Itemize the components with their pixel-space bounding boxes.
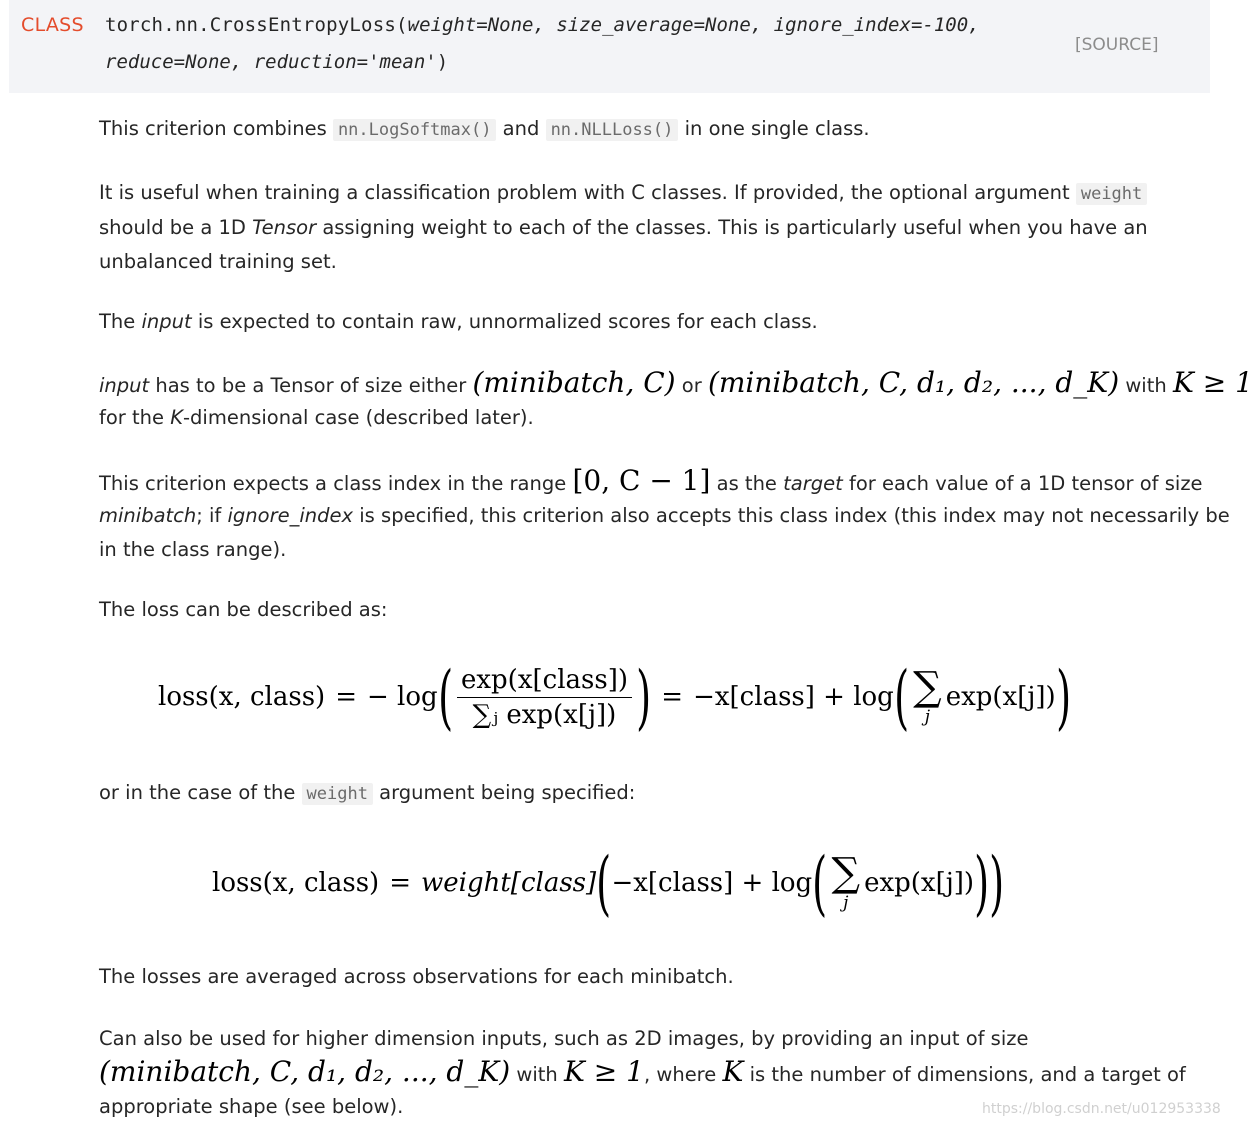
eq1-rparen-2: ) <box>1055 656 1071 738</box>
code-logsoftmax[interactable]: nn.LogSoftmax() <box>333 119 497 141</box>
source-link[interactable]: [SOURCE] <box>1075 35 1159 55</box>
paragraph-5-line-2 <box>99 499 1230 534</box>
equation-2 <box>212 836 1005 930</box>
eq1-lhs: loss(x, class) <box>158 682 326 712</box>
paragraph-2-line-2 <box>99 211 1148 246</box>
eq1-numerator: exp(x[class]) <box>457 665 632 698</box>
paragraph-2-line-1 <box>99 176 1147 212</box>
eq1-fraction <box>457 665 632 730</box>
paragraph-4-line-2 <box>99 401 534 436</box>
p9-with: with <box>516 1063 558 1086</box>
p3-a: The <box>99 310 136 333</box>
p9-l1: Can also be used for higher dimension inputs, such as 2D images, by providing an input of size <box>99 1027 1029 1050</box>
p1-text-b: and <box>502 117 540 140</box>
p2-line-1: It is useful when training a classification problem with C classes. If provided, the optional argument <box>99 181 1070 204</box>
eq1-rhs1: −x[class] + log <box>693 682 894 712</box>
eq2-rparen: ) <box>989 842 1005 924</box>
eq1-sigma: ∑ <box>913 664 942 710</box>
params-line-1: weight=None, size_average=None, ignore_index=-100, <box>407 14 980 36</box>
p5-c: for each value of a 1D tensor of size <box>848 472 1203 495</box>
p2-l2b: assigning weight to each of the classes. This is particularly useful when you have an <box>322 216 1148 239</box>
watermark: https://blog.csdn.net/u012953338 <box>982 1101 1221 1117</box>
p5-l3: in the class range). <box>99 538 287 561</box>
math-k-ge-1: K ≥ 1 <box>1172 366 1253 399</box>
signature-block <box>9 0 1210 93</box>
p4-l2a: for the <box>99 406 165 429</box>
eq1-denominator: ∑ⱼ exp(x[j]) <box>472 699 617 730</box>
p8-text: The losses are averaged across observations for each minibatch. <box>99 965 734 988</box>
eq1-rhs2: exp(x[j]) <box>945 682 1056 712</box>
eq1-lparen-2: ( <box>893 656 909 738</box>
math-range: [0, C − 1] <box>572 464 711 497</box>
eq1-equals: = <box>335 682 357 712</box>
class-name: torch.nn.CrossEntropyLoss <box>105 14 396 36</box>
eq1-sum-sub: j <box>924 707 931 727</box>
p5-minibatch-em: minibatch <box>99 504 197 527</box>
eq2-weight: weight[class] <box>421 868 597 898</box>
eq2-lparen-2: ( <box>812 842 828 924</box>
eq2-lparen: ( <box>596 842 612 924</box>
paragraph-3 <box>99 305 818 340</box>
p2-tensor-em: Tensor <box>252 216 317 239</box>
paragraph-1 <box>99 112 870 148</box>
p7-a: or in the case of the <box>99 781 296 804</box>
p7-b: argument being specified: <box>379 781 636 804</box>
paragraph-4-line-1 <box>99 366 1253 404</box>
class-keyword: CLASS <box>21 14 84 36</box>
eq2-rparen-2: ) <box>974 842 990 924</box>
eq2-equals: = <box>389 868 411 898</box>
paragraph-9-line-2 <box>99 1055 1186 1093</box>
code-weight-2[interactable]: weight <box>302 783 373 805</box>
signature-line-1: torch.nn.CrossEntropyLoss(weight=None, size_average=None, ignore_index=-100, <box>105 14 980 36</box>
code-weight[interactable]: weight <box>1076 183 1147 205</box>
paragraph-7 <box>99 776 635 812</box>
signature-line-2: reduce=None, reduction='mean') <box>105 51 449 73</box>
p2-l2a: should be a 1D <box>99 216 246 239</box>
p3-b: is expected to contain raw, unnormalized scores for each class. <box>197 310 818 333</box>
eq1-sum <box>913 664 942 727</box>
eq2-sum-sub: j <box>843 893 849 913</box>
p4-l2b: -dimensional case (described later). <box>183 406 534 429</box>
p4-a: has to be a Tensor of size either <box>155 374 467 397</box>
math-size-1: (minibatch, C) <box>472 366 676 399</box>
params-line-2: reduce=None, reduction='mean' <box>105 51 437 73</box>
p5-l2a: ; if <box>196 504 222 527</box>
equation-1 <box>158 650 1071 744</box>
p5-l2b: is specified, this criterion also accepts this class index (this index may not necessarily be <box>359 504 1230 527</box>
p4-with: with <box>1125 374 1167 397</box>
eq2-inner: −x[class] + log <box>611 868 813 898</box>
eq1-rparen: ) <box>636 656 652 738</box>
eq2-lhs: loss(x, class) <box>212 868 380 898</box>
p3-input-em: input <box>141 310 192 333</box>
p4-k-em: K <box>170 406 184 429</box>
paragraph-5-line-1 <box>99 464 1203 502</box>
paragraph-2-line-3 <box>99 245 337 280</box>
p2-l3: unbalanced training set. <box>99 250 337 273</box>
paragraph-8 <box>99 960 734 995</box>
p1-text-a: This criterion combines <box>99 117 327 140</box>
eq2-sigma: ∑ <box>831 850 861 896</box>
p4-input-em: input <box>99 374 150 397</box>
p4-or: or <box>681 374 702 397</box>
eq2-sum <box>831 850 861 913</box>
eq2-rhs: exp(x[j]) <box>864 868 975 898</box>
eq1-lparen: ( <box>437 656 453 738</box>
p5-b: as the <box>716 472 777 495</box>
paragraph-5-line-3 <box>99 533 286 568</box>
eq1-equals-2: = <box>661 682 684 712</box>
math-k-ge-1-2: K ≥ 1 <box>563 1055 644 1088</box>
p9-a: , where <box>643 1063 717 1086</box>
p5-a: This criterion expects a class index in the range <box>99 472 567 495</box>
code-nllloss[interactable]: nn.NLLLoss() <box>546 119 679 141</box>
p6-text: The loss can be described as: <box>99 598 388 621</box>
math-k: K <box>722 1055 744 1088</box>
paragraph-9-line-1 <box>99 1022 1029 1057</box>
p9-l3: appropriate shape (see below). <box>99 1095 404 1118</box>
math-size-3: (minibatch, C, d₁, d₂, ..., d_K) <box>99 1055 511 1088</box>
paragraph-9-line-3 <box>99 1090 403 1125</box>
math-size-2: (minibatch, C, d₁, d₂, ..., d_K) <box>707 366 1120 399</box>
p1-text-c: in one single class. <box>684 117 870 140</box>
eq1-neglog: − log <box>367 682 438 712</box>
p9-b: is the number of dimensions, and a target of <box>749 1063 1186 1086</box>
p5-target-em: target <box>783 472 843 495</box>
paragraph-6 <box>99 593 387 628</box>
p5-ignore-index-em: ignore_index <box>227 504 354 527</box>
